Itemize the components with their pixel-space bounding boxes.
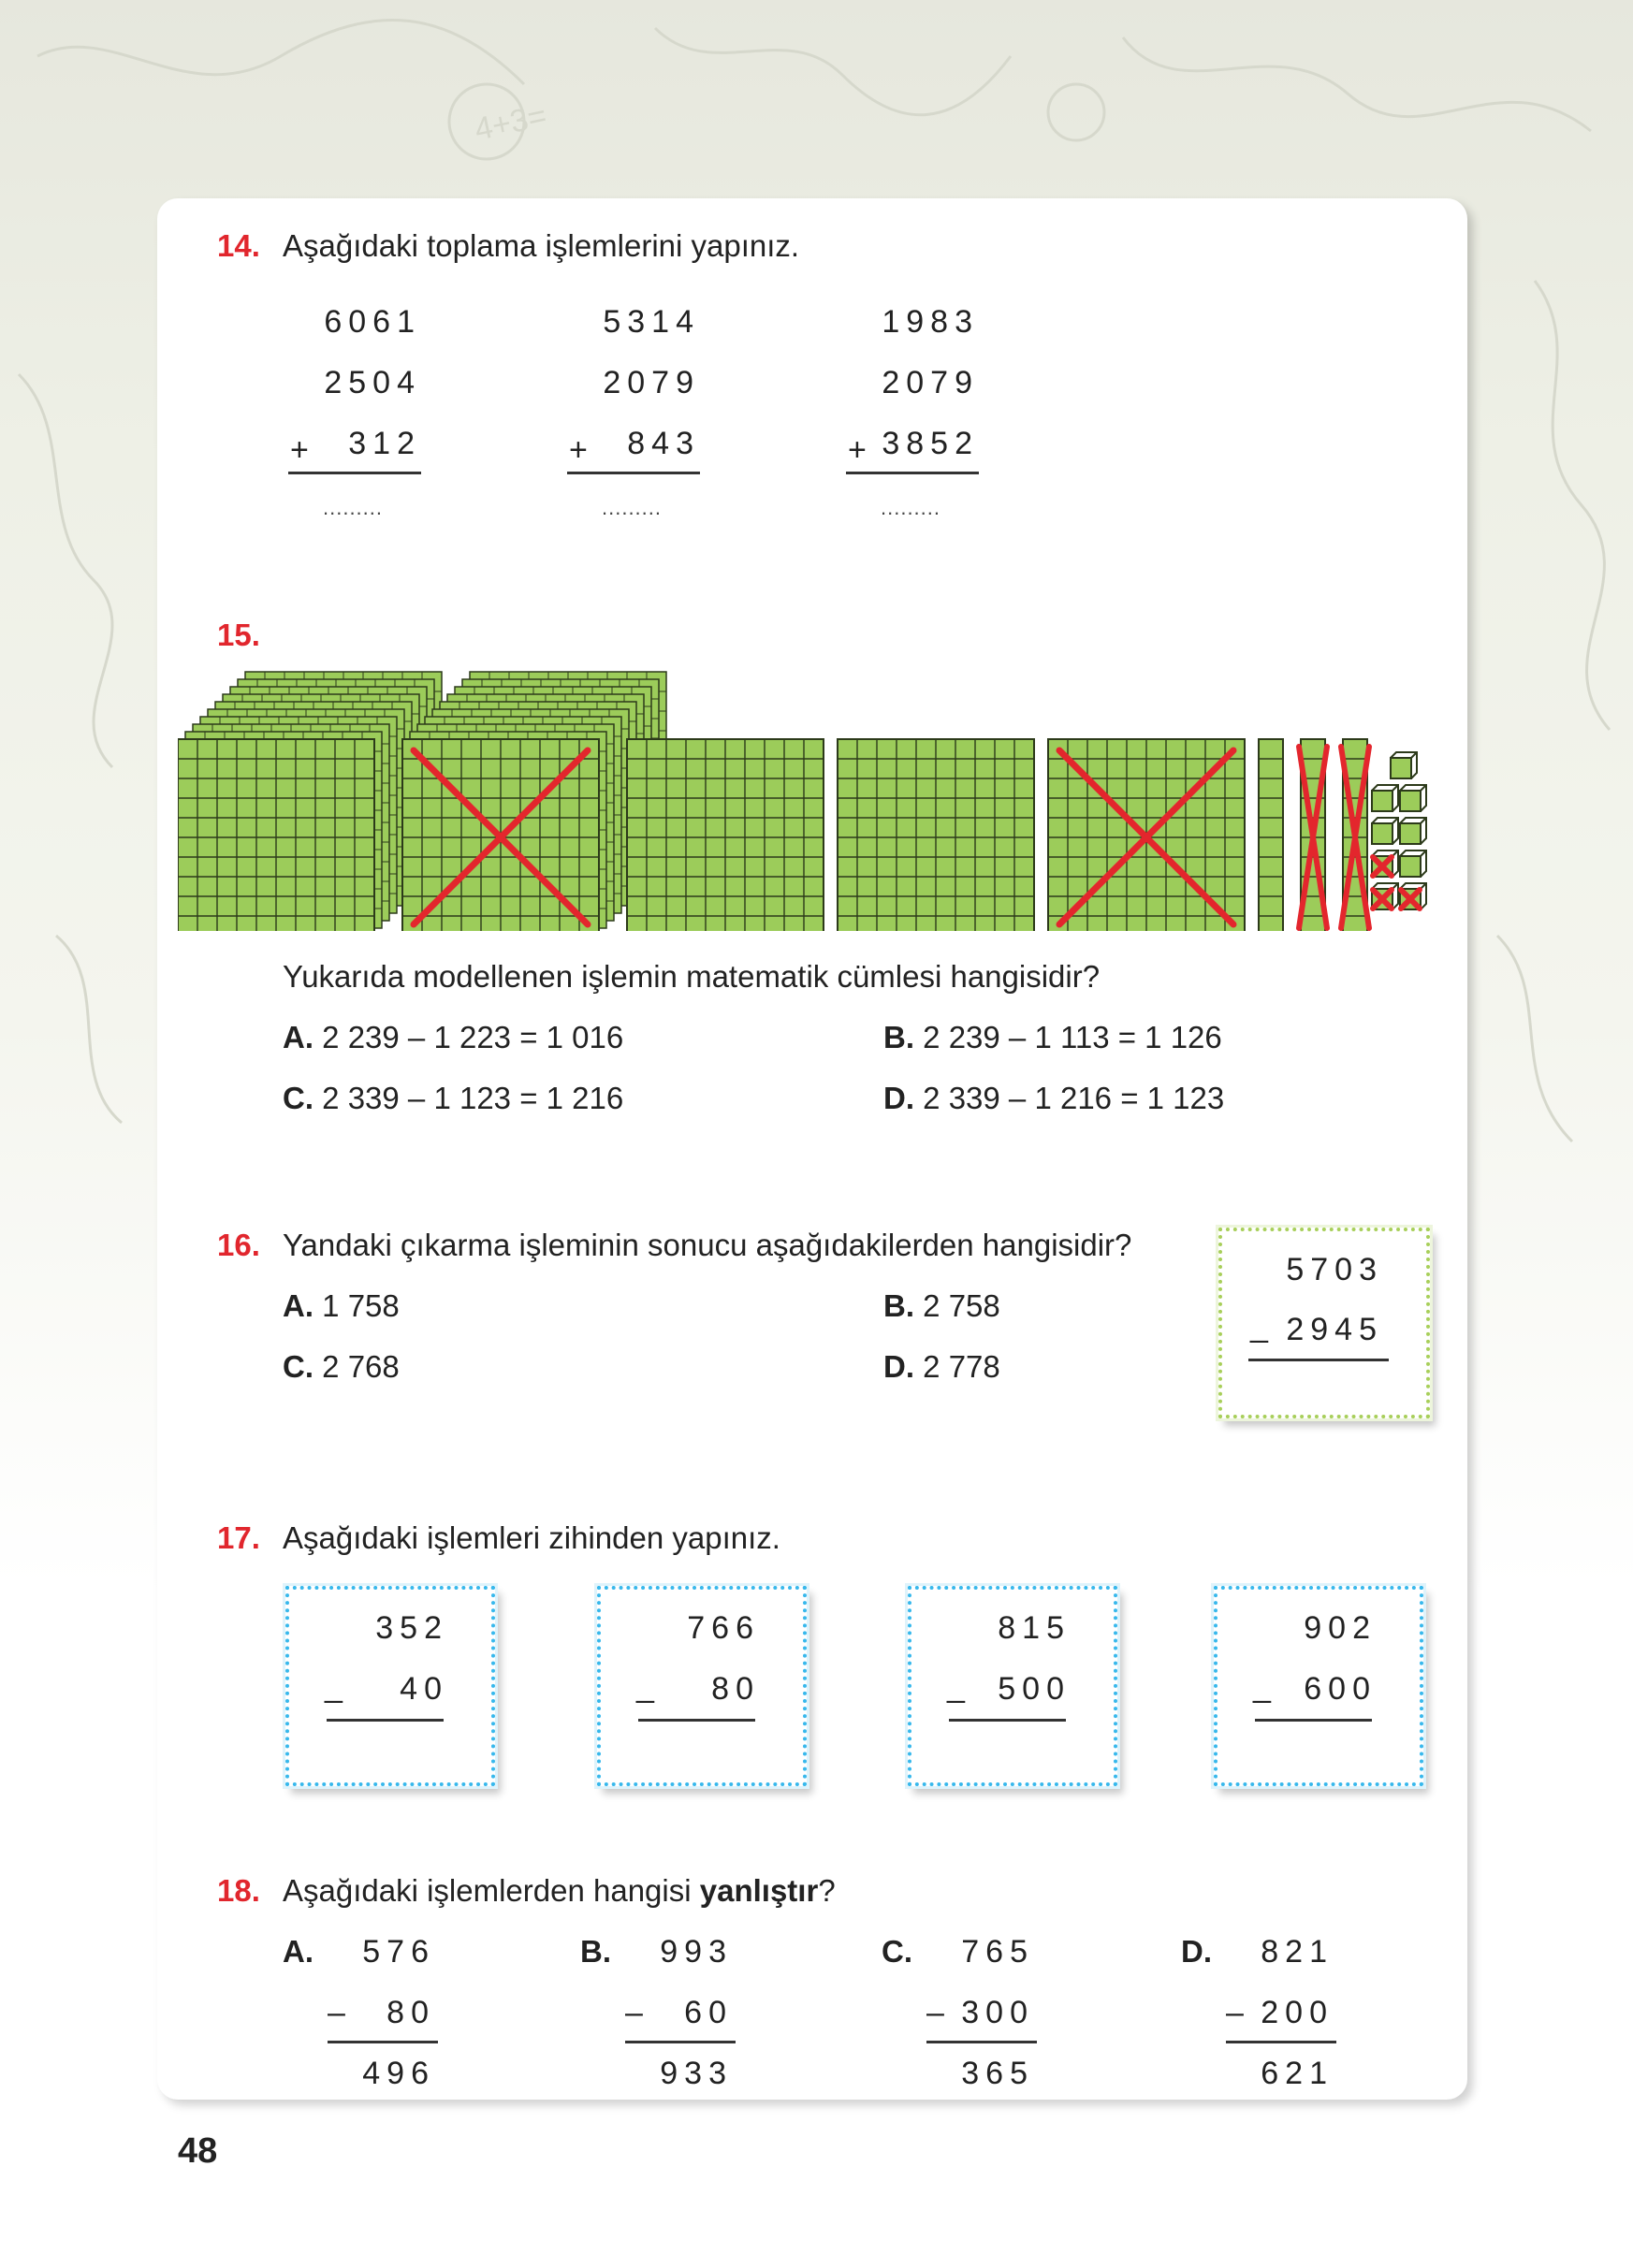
option-text: 2 768 [322, 1349, 400, 1384]
addend: 2079 [603, 365, 700, 400]
subtrahend: 40 [400, 1671, 448, 1707]
ten-rod [1299, 739, 1327, 931]
minus-sign: _ [1253, 1668, 1271, 1704]
worksheet-card [157, 198, 1467, 2100]
q16-option-c[interactable] [283, 1349, 400, 1385]
minuend: 576 [362, 1934, 435, 1970]
option-letter: B. [883, 1288, 914, 1323]
minus-sign: _ [1250, 1308, 1268, 1344]
q16-option-b[interactable] [883, 1288, 1000, 1324]
q16-text: Yandaki çıkarma işleminin sonucu aşağıdakilerden hangisidir? [283, 1228, 1132, 1262]
result-line [1248, 1359, 1389, 1361]
option-text: 2 339 – 1 216 = 1 123 [923, 1081, 1225, 1115]
sum-line [567, 472, 700, 474]
subtrahend: 500 [998, 1671, 1071, 1707]
minus-sign: _ [947, 1668, 965, 1704]
result-line [625, 2041, 736, 2043]
one-cube [1400, 850, 1426, 877]
minus-sign: – [926, 1995, 944, 2030]
minuend: 821 [1261, 1934, 1334, 1970]
option-text: 1 758 [322, 1288, 400, 1323]
hundred-flat [838, 739, 1034, 931]
option-text: 2 758 [923, 1288, 1000, 1323]
option-letter: B. [883, 1020, 914, 1054]
minuend: 765 [961, 1934, 1034, 1970]
minuend: 815 [998, 1610, 1071, 1646]
result-line [926, 2041, 1037, 2043]
q18-text-emphasis: yanlıştır [699, 1873, 819, 1908]
q16-subtraction-box [1218, 1228, 1430, 1418]
q18-text-start: Aşağıdaki işlemlerden hangisi [283, 1873, 700, 1908]
option-letter: A. [283, 1288, 313, 1323]
one-cube [1400, 785, 1426, 811]
difference: 496 [362, 2056, 435, 2091]
addend: 843 [627, 426, 700, 461]
sum-line [288, 472, 421, 474]
q14-text: Aşağıdaki toplama işlemlerini yapınız. [283, 228, 800, 263]
q17-number: 17. [217, 1520, 260, 1555]
q15-number: 15. [217, 618, 260, 652]
difference: 621 [1261, 2056, 1334, 2091]
subtrahend: 300 [961, 1995, 1034, 2030]
q14-number: 14. [217, 228, 260, 263]
minuend: 766 [687, 1610, 760, 1646]
subtrahend: 200 [1261, 1995, 1334, 2030]
result-line [1226, 2041, 1336, 2043]
q16-option-d[interactable] [883, 1349, 1000, 1385]
option-text: 2 239 – 1 223 = 1 016 [322, 1020, 624, 1054]
one-cube [1372, 883, 1398, 909]
page-number: 48 [178, 2131, 218, 2171]
svg-text:4+3=: 4+3= [471, 97, 550, 148]
difference: 933 [660, 2056, 733, 2091]
one-cube [1372, 785, 1398, 811]
subtrahend: 60 [684, 1995, 733, 2030]
minus-sign: – [625, 1995, 643, 2030]
hundred-flat [1048, 739, 1245, 931]
addend: 312 [348, 426, 421, 461]
minuend: 902 [1304, 1610, 1377, 1646]
q15-question: Yukarıda modellenen işlemin matematik cümlesi hangisidir? [283, 959, 1101, 994]
q15-option-d[interactable] [883, 1081, 1224, 1116]
base-ten-model [178, 650, 1469, 931]
q15-option-b[interactable] [883, 1020, 1222, 1055]
addend: 3852 [882, 426, 979, 461]
difference: 365 [961, 2056, 1034, 2091]
hundred-flat [627, 739, 824, 931]
minus-sign: – [328, 1995, 345, 2030]
result-line [949, 1719, 1066, 1722]
result-line [327, 1719, 444, 1722]
plus-sign: + [290, 432, 309, 468]
option-letter: D. [1181, 1934, 1212, 1969]
q15-option-c[interactable] [283, 1081, 623, 1116]
minus-sign: – [1226, 1995, 1244, 2030]
q17-box-4 [1214, 1586, 1423, 1786]
result-line [328, 2041, 438, 2043]
subtrahend: 2945 [1286, 1312, 1383, 1347]
option-letter: C. [283, 1349, 313, 1384]
q17-box-3 [908, 1586, 1117, 1786]
q17-box-1 [285, 1586, 495, 1786]
answer-blank[interactable]: ......... [323, 496, 384, 519]
sum-line [846, 472, 979, 474]
minuend: 352 [375, 1610, 448, 1646]
q17-box-2 [597, 1586, 807, 1786]
subtrahend: 600 [1304, 1671, 1377, 1707]
addend: 5314 [603, 304, 700, 340]
option-text: 2 239 – 1 113 = 1 126 [923, 1020, 1222, 1054]
option-letter: B. [580, 1934, 611, 1969]
subtrahend: 80 [386, 1995, 435, 2030]
plus-sign: + [569, 432, 588, 468]
option-letter: C. [882, 1934, 912, 1969]
option-letter: C. [283, 1081, 313, 1115]
answer-blank[interactable]: ......... [881, 496, 941, 519]
one-cube [1372, 818, 1398, 844]
minuend: 993 [660, 1934, 733, 1970]
q15-option-a[interactable] [283, 1020, 623, 1055]
q17-text: Aşağıdaki işlemleri zihinden yapınız. [283, 1520, 780, 1555]
addend: 2079 [882, 365, 979, 400]
minus-sign: _ [636, 1668, 654, 1704]
q18-text-end: ? [818, 1873, 836, 1908]
option-text: 2 339 – 1 123 = 1 216 [322, 1081, 624, 1115]
option-letter: A. [283, 1020, 313, 1054]
answer-blank[interactable]: ......... [602, 496, 663, 519]
q18-text [283, 1873, 836, 1909]
option-letter: D. [883, 1081, 914, 1115]
ten-rod [1341, 739, 1369, 931]
one-cube [1400, 883, 1426, 909]
q18-number: 18. [217, 1873, 260, 1908]
option-letter: A. [283, 1934, 313, 1969]
addend: 2504 [324, 365, 421, 400]
minuend: 5703 [1286, 1252, 1383, 1287]
one-cube [1391, 752, 1417, 778]
option-letter: D. [883, 1349, 914, 1384]
plus-sign: + [848, 432, 867, 468]
minus-sign: _ [325, 1668, 343, 1704]
result-line [638, 1719, 755, 1722]
subtrahend: 80 [711, 1671, 760, 1707]
result-line [1255, 1719, 1372, 1722]
q16-option-a[interactable] [283, 1288, 400, 1324]
q16-number: 16. [217, 1228, 260, 1262]
addend: 1983 [882, 304, 979, 340]
ten-rod [1259, 739, 1283, 931]
option-text: 2 778 [923, 1349, 1000, 1384]
one-cube [1400, 818, 1426, 844]
one-cube [1372, 850, 1398, 877]
addend: 6061 [324, 304, 421, 340]
